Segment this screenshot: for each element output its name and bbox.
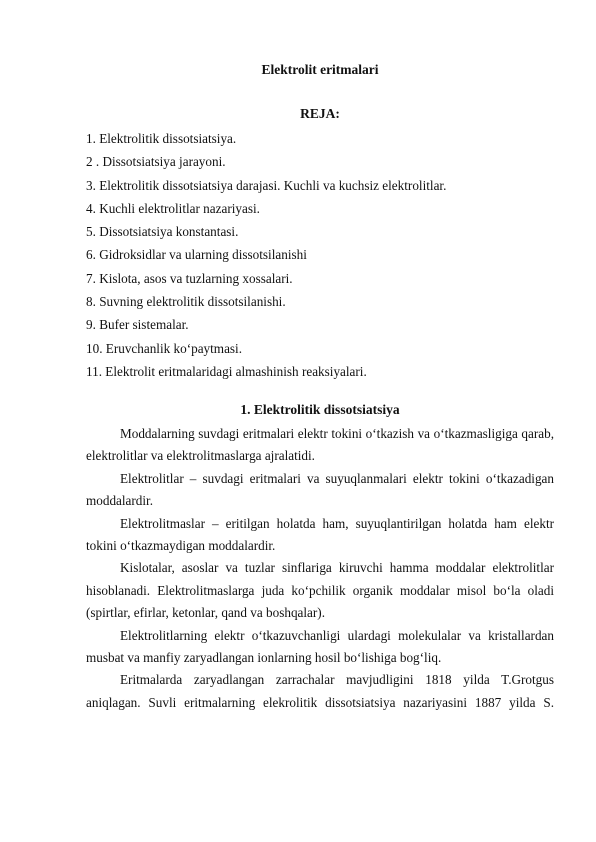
plan-list: [86, 127, 446, 383]
paragraph: Kislotalar, asoslar va tuzlar sinflariga kiruvchi hamma moddalar elektrolitlar hisoblanadi. Elektrolitmaslarga juda ko‘pchilik organik moddalar misol bo‘la oladi (spirtlar, efirlar, ketonlar, qand va boshqalar).: [86, 560, 554, 621]
section-body: [86, 423, 554, 714]
paragraph: Elektrolitlar – suvdagi eritmalari va suyuqlanmalari elektr tokini o‘tkazadigan moddalardir.: [86, 470, 554, 509]
paragraph: Elektrolitmaslar – eritilgan holatda ham, suyuqlantirilgan holatda ham elektr tokini o‘tkazmaydigan moddalardir.: [86, 515, 554, 554]
plan-item: 6. Gidroksidlar va ularning dissotsilanishi: [86, 247, 307, 263]
plan-item: 10. Eruvchanlik ko‘paytmasi.: [86, 340, 243, 356]
plan-item: 11. Elektrolit eritmalaridagi almashinish reaksiyalari.: [86, 363, 367, 379]
paragraph: Eritmalarda zaryadlangan zarrachalar mavjudligini 1818 yilda T.Grotgus aniqlagan. Suvli eritmalarning elekrolitik dissotsiatsiya nazariyasini 1887 yilda S.: [86, 672, 554, 710]
plan-item: 9. Bufer sistemalar.: [86, 317, 189, 333]
plan-item: 1. Elektrolitik dissotsiatsiya.: [86, 131, 237, 146]
plan-heading: REJA:: [300, 106, 340, 121]
document-title: Elektrolit eritmalari: [261, 62, 379, 77]
paragraph: Moddalarning suvdagi eritmalari elektr tokini o‘tkazish va o‘tkazmasligiga qarab, elektrolitlar va elektrolitmaslarga ajralatidi.: [86, 426, 554, 464]
plan-item: 4. Kuchli elektrolitlar nazariyasi.: [86, 200, 260, 216]
paragraph: Elektrolitlarning elektr o‘tkazuvchanligi ulardagi molekulalar va kristallardan musbat va manfiy zaryadlangan ionlarning hosil bo‘lishiga bog‘liq.: [86, 627, 554, 666]
plan-item: 5. Dissotsiatsiya konstantasi.: [86, 224, 239, 240]
section-title: 1. Elektrolitik dissotsiatsiya: [240, 402, 400, 417]
plan-item: 2 . Dissotsiatsiya jarayoni.: [86, 154, 226, 170]
plan-item: 8. Suvning elektrolitik dissotsilanishi.: [86, 294, 286, 310]
plan-item: 7. Kislota, asos va tuzlarning xossalari.: [86, 270, 293, 286]
plan-item: 3. Elektrolitik dissotsiatsiya darajasi. Kuchli va kuchsiz elektrolitlar.: [86, 177, 447, 193]
